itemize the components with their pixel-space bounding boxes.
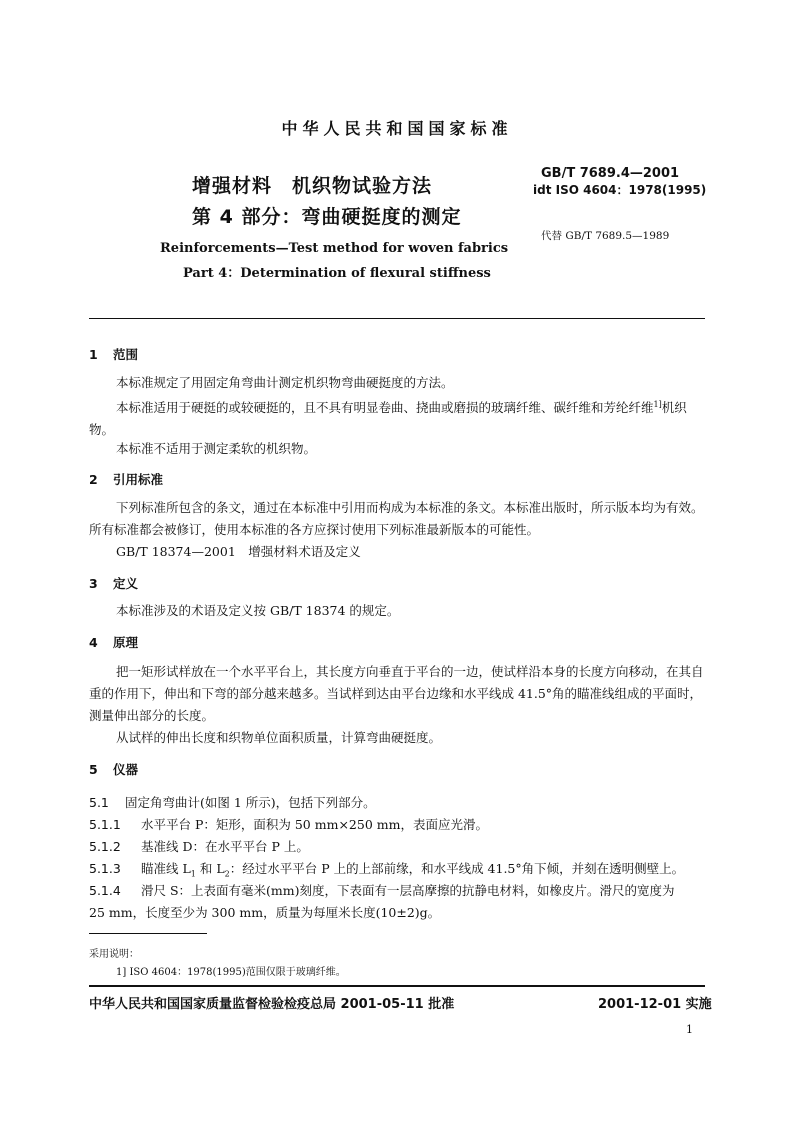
effective-date: 2001-12-01 实施: [598, 997, 712, 1012]
footnote-reference[interactable]: 1]: [653, 400, 662, 409]
section-3-paragraph-1: 本标准涉及的术语及定义按 GB/T 18374 的规定。: [116, 603, 400, 618]
section-number: 5: [89, 762, 98, 777]
section-title: 仪器: [113, 762, 139, 777]
national-standard-heading: 中华人民共和国国家标准: [281, 119, 513, 138]
clause-number: 5.1.2: [89, 839, 121, 854]
clause-number: 5.1.4: [89, 883, 121, 898]
footnote-title: 采用说明：: [89, 949, 139, 960]
clause-text: 基准线 D：在水平平台 P 上。: [141, 839, 309, 854]
subscript: 1: [190, 869, 196, 879]
paragraph-text: 机织物。: [89, 400, 687, 438]
section-3-heading: [89, 574, 138, 592]
clause-5-1-4: [89, 881, 675, 899]
clause-text: 滑尺 S：上表面有毫米(mm)刻度，下表面有一层高摩擦的抗静电材料，如橡皮片。滑尺的宽度为: [141, 883, 675, 898]
page-number: 1: [686, 1023, 693, 1036]
section-1-paragraph-2: [89, 394, 709, 441]
section-2-paragraph-1: 下列标准所包含的条文，通过在本标准中引用而构成为本标准的条文。本标准出版时，所示版本均为有效。所有标准都会被修订，使用本标准的各方应探讨使用下列标准最新版本的可能性。: [89, 500, 704, 537]
section-title: 原理: [113, 635, 139, 650]
approval-statement: 中华人民共和国国家质量监督检验检疫总局 2001-05-11 批准: [89, 997, 455, 1012]
replaces-standard: 代替 GB/T 7689.5—1989: [541, 230, 670, 242]
clause-5-1-3: [89, 859, 684, 879]
section-title: 范围: [113, 347, 139, 362]
section-title: 定义: [113, 576, 139, 591]
section-2-heading: [89, 470, 163, 488]
section-1-paragraph-1: 本标准规定了用固定角弯曲计测定机织物弯曲硬挺度的方法。: [116, 375, 454, 390]
clause-5-1-4-continued: 25 mm，长度至少为 300 mm，质量为每厘米长度(10±2)g。: [89, 905, 441, 920]
normative-reference: GB/T 18374—2001 增强材料术语及定义: [116, 544, 361, 559]
footnote-divider: [89, 933, 207, 934]
section-4-heading: [89, 633, 138, 651]
footer-divider: [89, 985, 705, 987]
clause-number: 5.1.1: [89, 817, 121, 832]
clause-text: ：经过水平平台 P 上的上部前缘，和水平线成 41.5°角下倾，并刻在透明侧壁上。: [229, 861, 685, 876]
clause-number: 5.1: [89, 795, 109, 810]
clause-text: 水平平台 P：矩形，面积为 50 mm×250 mm，表面应光滑。: [141, 817, 488, 832]
standard-code: GB/T 7689.4—2001: [541, 166, 680, 181]
clause-text: 和 L: [195, 861, 225, 876]
subscript: 2: [224, 869, 230, 879]
clause-5-1-2: [89, 837, 309, 855]
footnote-text: 1] ISO 4604：1978(1995)范围仅限于玻璃纤维。: [116, 967, 346, 978]
section-5-heading: [89, 760, 138, 778]
section-1-paragraph-3: 本标准不适用于测定柔软的机织物。: [116, 441, 317, 456]
clause-5-1-1: [89, 815, 488, 833]
section-number: 2: [89, 472, 98, 487]
clause-text: 瞄准线 L: [141, 861, 191, 876]
paragraph-text: 本标准适用于硬挺的或较硬挺的，且不具有明显卷曲、挠曲或磨损的玻璃纤维、碳纤维和芳纶纤维: [116, 400, 654, 416]
section-title: 引用标准: [113, 472, 164, 487]
clause-5-1: [89, 793, 376, 811]
section-4-paragraph-2: 从试样的伸出长度和织物单位面积质量，计算弯曲硬挺度。: [116, 730, 442, 745]
section-4-paragraph-1: 把一矩形试样放在一个水平平台上，其长度方向垂直于平台的一边，使试样沿本身的长度方向移动，在其自重的作用下，伸出和下弯的部分越来越多。当试样到达由平台边缘和水平线成 41.5°角的瞄准线组成的平面时，测量伸出部分的长度。: [89, 664, 704, 723]
document-title-line2: 第 4 部分：弯曲硬挺度的测定: [192, 206, 462, 228]
clause-number: 5.1.3: [89, 861, 121, 876]
english-title-line2: Part 4：Determination of flexural stiffness: [183, 266, 491, 281]
clause-text: 固定角弯曲计(如图 1 所示)，包括下列部分。: [125, 795, 376, 810]
section-number: 3: [89, 576, 98, 591]
section-number: 4: [89, 635, 98, 650]
header-divider: [89, 318, 705, 319]
english-title-line1: Reinforcements—Test method for woven fabrics: [160, 241, 509, 256]
section-1-heading: [89, 345, 138, 363]
document-title-line1: 增强材料 机织物试验方法: [192, 175, 433, 197]
section-number: 1: [89, 347, 98, 362]
idt-code: idt ISO 4604：1978(1995): [533, 183, 707, 197]
